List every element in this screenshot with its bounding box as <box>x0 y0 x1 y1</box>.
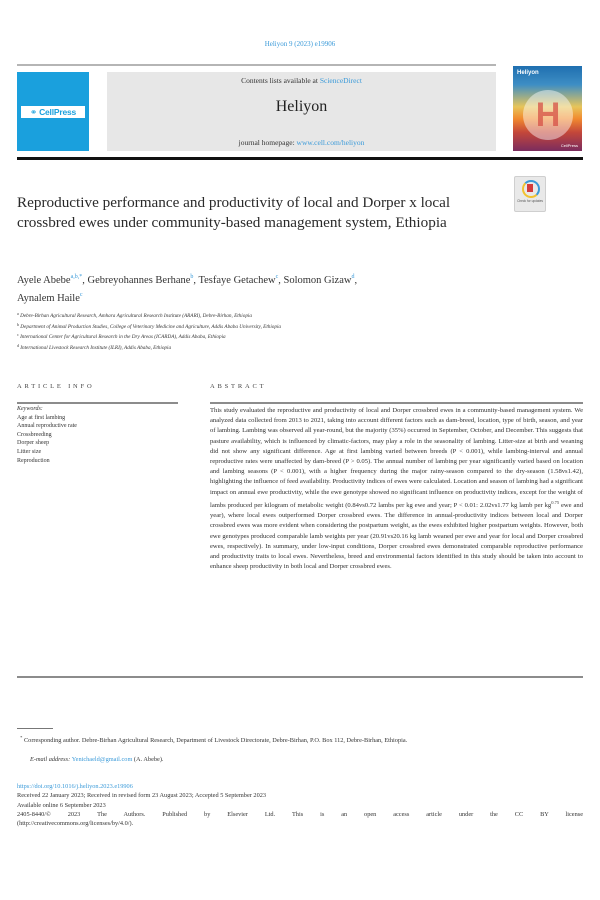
keyword: Age at first lambing <box>17 414 66 421</box>
author-affiliation-ref[interactable]: a,b,* <box>70 274 83 280</box>
abstract-rule <box>210 402 583 404</box>
header-bottom-rule <box>17 157 583 160</box>
author[interactable]: Ayele Abebe$^{a,b,*}$, <box>17 274 88 286</box>
article-info-heading: ARTICLE INFO <box>17 383 95 390</box>
keyword: Annual reproductive rate <box>17 423 77 430</box>
abstract-exponent: 0.75 <box>551 499 560 505</box>
contents-line <box>107 76 496 85</box>
cellpress-logo-text: ⚭ CellPress <box>21 106 85 118</box>
email-label: E-mail address: <box>30 756 72 763</box>
keyword: Dorper sheep <box>17 440 50 447</box>
bookmark-icon <box>527 184 533 192</box>
author[interactable]: Aynalem Haile$^c$ <box>17 292 83 304</box>
check-for-updates-label: Check for updates <box>517 199 543 203</box>
affiliations <box>17 310 577 352</box>
author-affiliation-ref[interactable]: b <box>190 274 194 280</box>
keyword: Crossbreeding <box>17 431 52 438</box>
cover-publisher: CellPress <box>560 143 578 148</box>
license-url[interactable]: (http://creativecommons.org/licenses/by/4.0/). <box>17 820 134 828</box>
footnote-rule <box>17 728 53 729</box>
publication-info <box>17 782 583 828</box>
homepage-link[interactable]: www.cell.com/heliyon <box>296 138 365 147</box>
received-dates: Received 22 January 2023; Received in revised form 23 August 2023; Accepted 5 September 2023 <box>17 792 267 800</box>
abstract-heading: ABSTRACT <box>210 383 267 390</box>
license-statement: 2405-8440/© 2023 The Authors. Published by Elsevier Ltd. This is an open access article under the CC BY license <box>17 810 583 818</box>
corresponding-author-note: * Corresponding author. Debre-Birhan Agricultural Research, Department of Livestock Directorate, Debre-Birhan, P.O. Box 112, Debre-Birhan, Ethiopia. <box>20 735 408 745</box>
author[interactable]: Solomon Gizaw$^d$, <box>283 274 358 286</box>
contents-prefix: Contents lists available at <box>241 76 320 85</box>
link-icon: ⚭ <box>29 107 37 117</box>
keyword: Reproduction <box>17 457 50 464</box>
affiliation: $^d$ International Livestock Research Institute (ILRI), Addis Ababa, Ethiopia <box>17 342 172 351</box>
author-affiliation-ref[interactable]: c <box>79 292 83 298</box>
journal-cover-image[interactable] <box>513 66 582 151</box>
journal-citation[interactable]: Heliyon 9 (2023) e19906 <box>264 40 336 48</box>
author-list <box>17 270 487 306</box>
sciencedirect-link[interactable]: ScienceDirect <box>319 76 362 85</box>
author-affiliation-ref[interactable]: c <box>275 274 279 280</box>
author[interactable]: Tesfaye Getachew$^c$, <box>198 274 284 286</box>
cellpress-logo[interactable] <box>17 72 89 151</box>
keywords-list <box>17 405 177 465</box>
affiliation: $^b$ Department of Animal Production Studies, College of Veterinary Medicine and Agriculture, Addis Ababa University, Ethiopia <box>17 321 282 330</box>
keyword: Litter size <box>17 448 42 455</box>
cover-letter: H <box>535 96 561 134</box>
abstract-text: This study evaluated the reproductive and productivity of local and Dorper crossbred ewes in a community-based management system. We analyzed data collected from 2013 to 2021, taking into account different factors such as dam-breed, location, type of birth, season, and year of lambing. Lambing was observed all year-round, but the majority (35%) occurred in September, October, and December. This suggests that pasture availability, which is influenced by climatic-factors, may play a role in the seasonality of lambing. Litter-size at birth and weaning did not show any significant difference. Age at first lambing varied between breeds (P < 0.001), while lambing-interval and annual reproductive rates were unaffected by dam-breed (P > 0.05). The annual number of lambing per year significantly varied based on location and lambing seasons (P < 0.001), with a higher frequency during the major rainy-season compared to the dry-season (1.58vs1.42), highlighting the influence of feed availability. Productivity indices of ewes were calculated. Location and season of lambing had a significant impact on annual ewe productivity, while the ewe genotype showed no significant influence on productivity indices, except for the weight of lambs produced per kilogram of metabolic weight (0.84vs0.72 lambs per kg ewe and year; P < 0.01: 2.02vs1.77 kg lamb per $kg^{0.75}$ ewe and year), where local ewes outperformed Dorper crossbred ewes. The difference in annual-productivity indices between local and Dorper crossbred ewes was more evident when considering the postpartum weight, as the ewes exhibited higher postpartum weights. However, both ewe genotypes produced comparable lamb weights per year (20.91vs20.16 kg lamb weaned per ewe and year for local and Dorper crossbred ewes, respectively). In summary, under low-input conditions, Dorper crossbred ewes demonstrated comparable reproductive performance and productivity traits to local ewes. Nevertheless, breed and environmental factors identified in this study should be taken into account to enhance sheep productivity in both local and Dorper crossbred ewes. <box>210 407 583 571</box>
available-online: Available online 6 September 2023 <box>17 801 106 809</box>
article-info-rule <box>17 402 178 404</box>
cover-title: Heliyon <box>517 70 539 76</box>
author-affiliation-ref[interactable]: d <box>351 274 355 280</box>
header-top-rule <box>17 64 496 66</box>
homepage-line <box>107 138 496 147</box>
doi-link[interactable]: https://doi.org/10.1016/j.heliyon.2023.e19906 <box>17 783 133 790</box>
email-link[interactable]: Yenichaeld@gmail.com <box>71 756 133 763</box>
article-title: Reproductive performance and productivity of local and Dorper x local crossbred ewes under community-based management system, Ethiopia <box>17 194 451 231</box>
affiliation: $^a$ Debre-Birhan Agricultural Research, Amhara Agricultural Research Institute (ARARI), Debre-Birhan, Ethiopia <box>17 311 252 319</box>
check-for-updates-button[interactable] <box>514 176 546 212</box>
abstract-bottom-rule <box>17 676 583 678</box>
affiliation: $^c$ International Center for Agricultural Research in the Dry Areas (ICARDA), Addis Ababa, Ethiopia <box>17 332 226 340</box>
journal-header-box <box>107 72 496 151</box>
author[interactable]: Gebreyohannes Berhane$^b$, <box>87 274 199 286</box>
journal-name: Heliyon <box>275 98 328 115</box>
keywords-heading: Keywords: <box>17 406 43 412</box>
email-line: E-mail address: Yenichaeld@gmail.com (A. Abebe). <box>30 756 164 763</box>
homepage-prefix: journal homepage: <box>238 138 297 147</box>
